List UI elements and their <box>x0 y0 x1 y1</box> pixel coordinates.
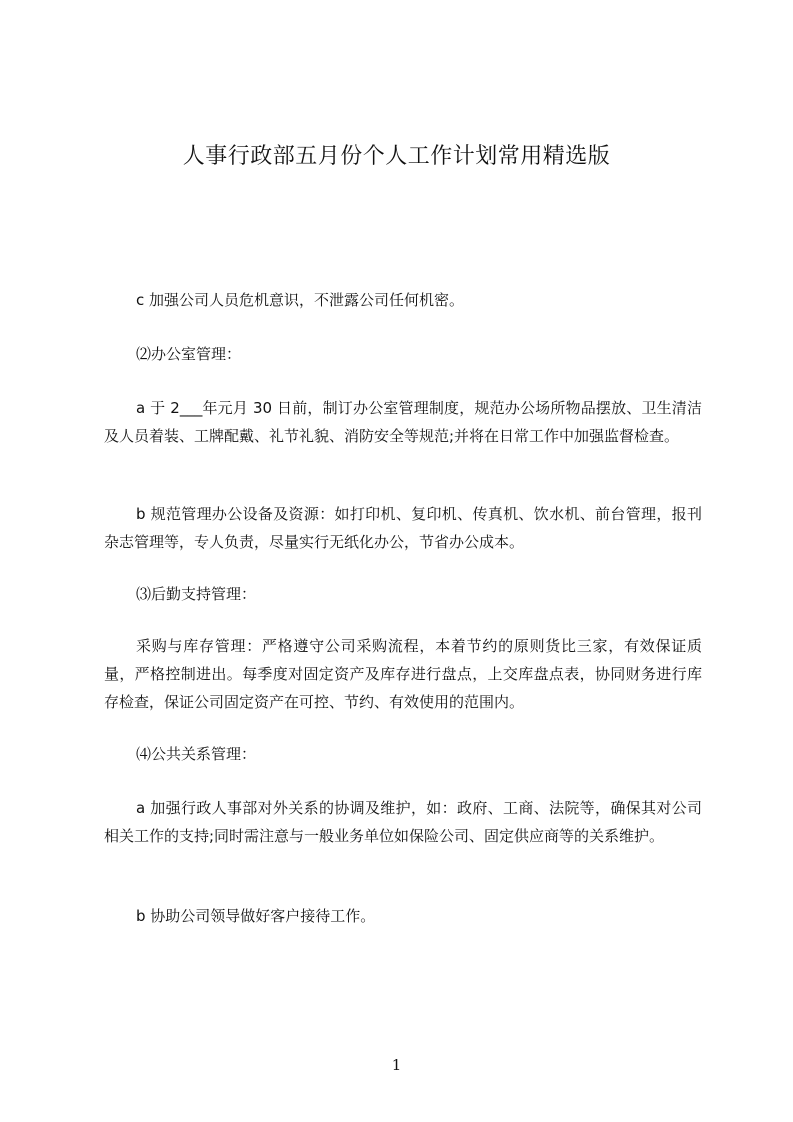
document-title: 人事行政部五月份个人工作计划常用精选版 <box>182 144 611 169</box>
page-number: 1 <box>391 1056 402 1074</box>
paragraph-office-equipment: b 规范管理办公设备及资源：如打印机、复印机、传真机、饮水机、前台管理，报刊杂志管理等，专人负责，尽量实行无纸化办公，节省办公成本。 <box>104 505 702 551</box>
paragraph-office-rules: a 于 2___年元月 30 日前，制订办公室管理制度，规范办公场所物品摆放、卫生清洁及人员着装、工牌配戴、礼节礼貌、消防安全等规范;并将在日常工作中加强监督检查。 <box>104 399 702 445</box>
section-heading-office-management: ⑵办公室管理： <box>136 345 242 363</box>
paragraph-confidentiality: c 加强公司人员危机意识，不泄露公司任何机密。 <box>136 291 465 309</box>
section-heading-logistics: ⑶后勤支持管理： <box>136 585 257 603</box>
paragraph-procurement-inventory: 采购与库存管理：严格遵守公司采购流程，本着节约的原则货比三家，有效保证质量，严格控制进出。每季度对固定资产及库存进行盘点，上交库盘点表，协同财务进行库存检查，保证公司固定资产在可控、节约、有效使用的范围内。 <box>104 637 702 711</box>
paragraph-external-relations: a 加强行政人事部对外关系的协调及维护，如：政府、工商、法院等，确保其对公司相关工作的支持;同时需注意与一般业务单位如保险公司、固定供应商等的关系维护。 <box>104 799 702 845</box>
section-heading-public-relations: ⑷公共关系管理： <box>136 745 257 763</box>
paragraph-client-reception: b 协助公司领导做好客户接待工作。 <box>136 907 376 925</box>
